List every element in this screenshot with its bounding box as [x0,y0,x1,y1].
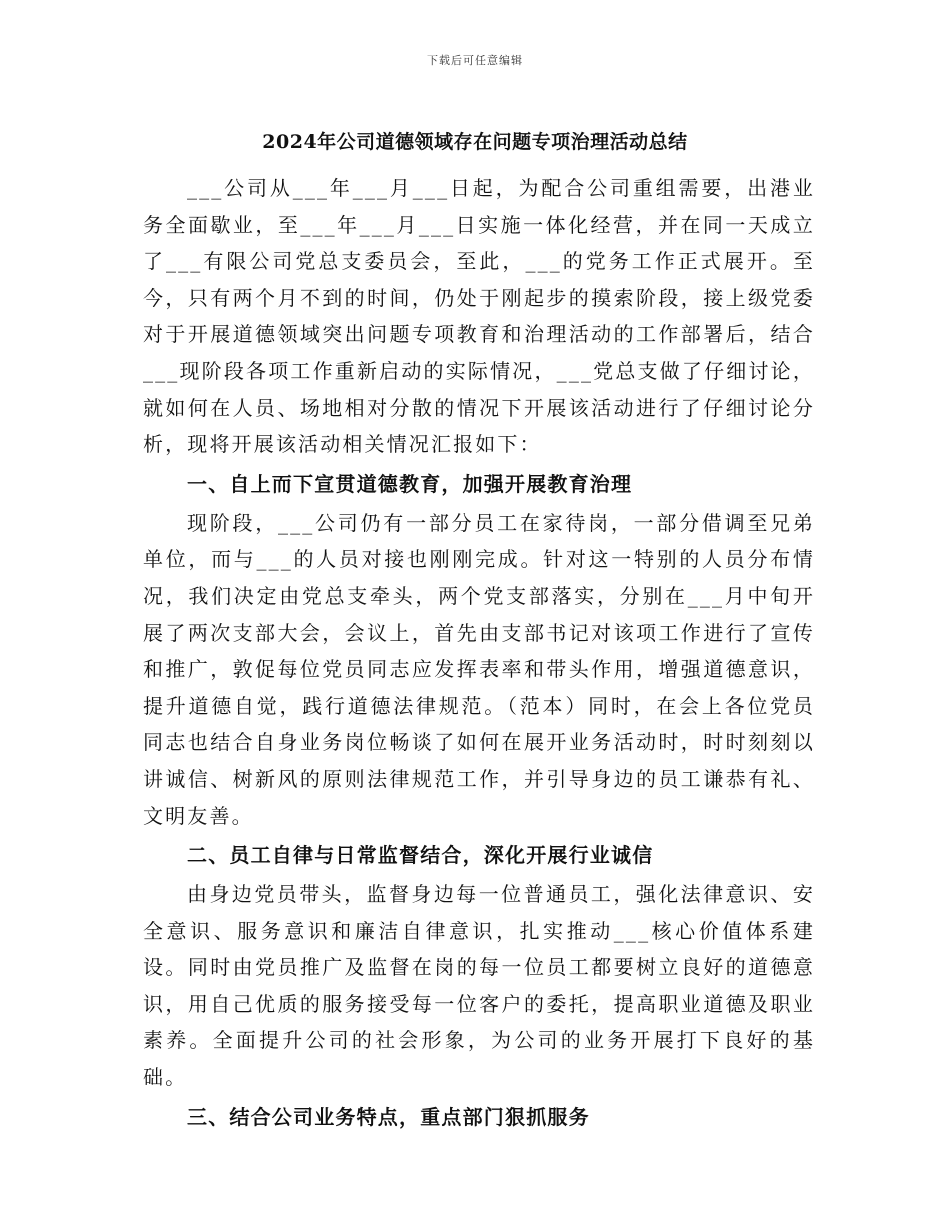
section-2-heading: 二、员工自律与日常监督结合，深化开展行业诚信 [187,843,654,868]
section-1-heading: 一、自上而下宣贯道德教育，加强开展教育治理 [187,471,633,496]
document-body [143,170,815,1138]
intro-paragraph: ___公司从___年___月___日起，为配合公司重组需要，出港业务全面歇业，至___年___月___日实施一体化经营，并在同一天成立了___有限公司党总支委员会，至此，___的党务工作正式展开。至今，只有两个月不到的时间，仍处于刚起步的摸索阶段，接上级党委对于开展道德领域突出问题专项教育和治理活动的工作部署后，结合___现阶段各项工作重新启动的实际情况，___党总支做了仔细讨论，就如何在人员、场地相对分散的情况下开展该活动进行了仔细讨论分析，现将开展该活动相关情况汇报如下： [143,176,815,457]
header-note: 下载后可任意编辑 [427,54,523,67]
section-2-paragraph: 由身边党员带头，监督身边每一位普通员工，强化法律意识、安全意识、服务意识和廉洁自律意识，扎实推动___核心价值体系建设。同时由党员推广及监督在岗的每一位员工都要树立良好的道德意识，用自己优质的服务接受每一位客户的委托，提高职业道德及职业素养。全面提升公司的社会形象，为公司的业务开展打下良好的基础。 [143,882,815,1090]
page-title: 2024年公司道德领域存在问题专项治理活动总结 [262,131,688,153]
section-1-paragraph: 现阶段，___公司仍有一部分员工在家待岗，一部分借调至兄弟单位，而与___的人员对接也刚刚完成。针对这一特别的人员分布情况，我们决定由党总支牵头，两个党支部落实，分别在___月中旬开展了两次支部大会，会议上，首先由支部书记对该项工作进行了宣传和推广，敦促每位党员同志应发挥表率和带头作用，增强道德意识，提升道德自觉，践行道德法律规范。（范本）同时，在会上各位党员同志也结合自身业务岗位畅谈了如何在展开业务活动时，时时刻刻以讲诚信、树新风的原则法律规范工作，并引导身边的员工谦恭有礼、文明友善。 [143,510,815,828]
section-3-heading: 三、结合公司业务特点，重点部门狠抓服务 [187,1104,590,1129]
